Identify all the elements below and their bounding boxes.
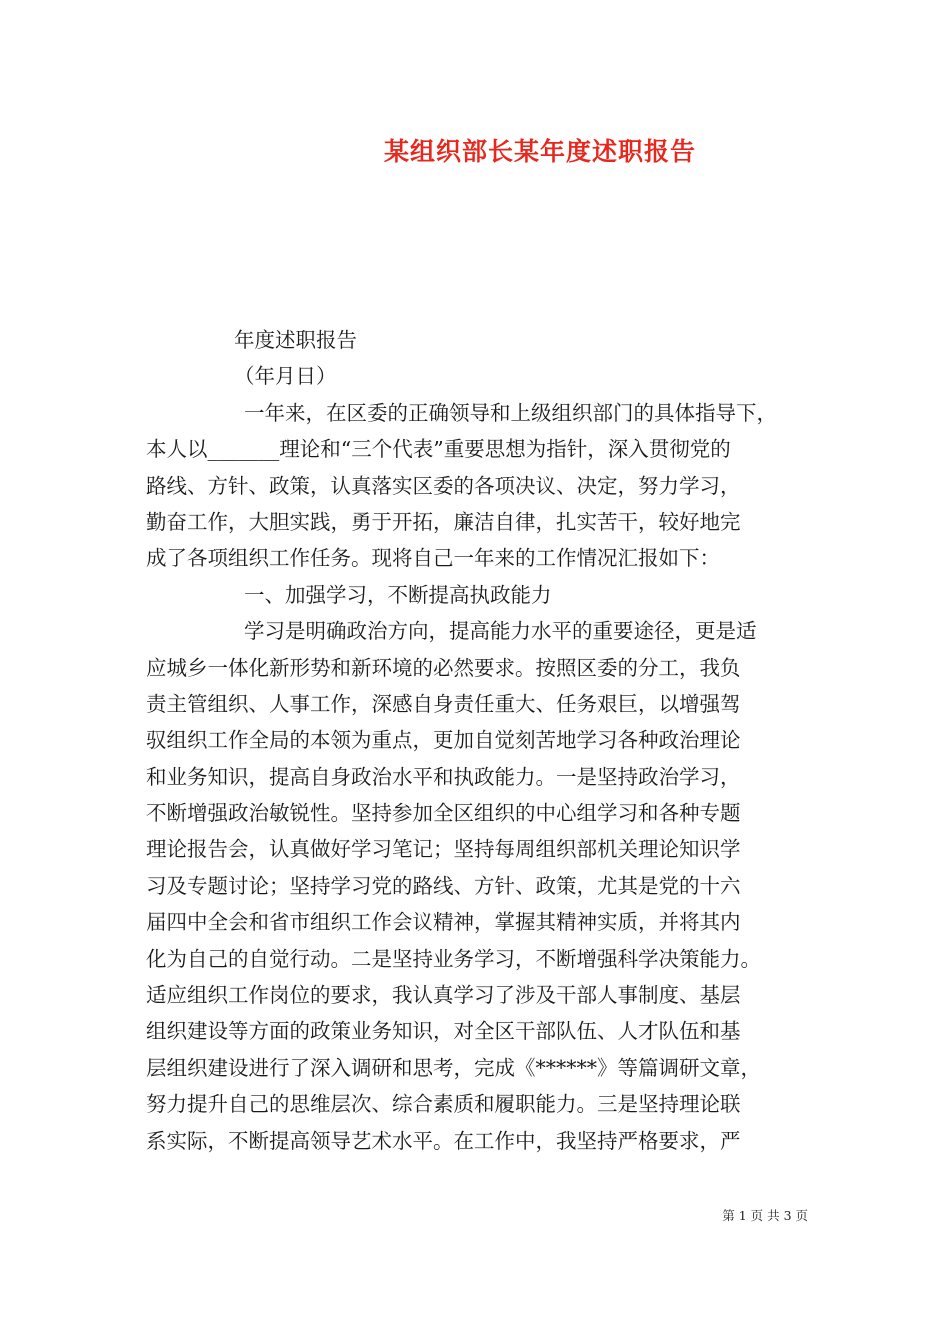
paragraph-line: 理论报告会，认真做好学习笔记；坚持每周组织部机关理论知识学 — [146, 837, 741, 862]
paragraph-line: 应城乡一体化新形势和新环境的必然要求。按照区委的分工，我负 — [146, 655, 741, 680]
paragraph-line: 届四中全会和省市组织工作会议精神，掌握其精神实质，并将其内 — [146, 910, 741, 935]
paragraph-line: 责主管组织、人事工作，深感自身责任重大、任务艰巨，以增强驾 — [146, 691, 741, 716]
paragraph-line: 化为自己的自觉行动。二是坚持业务学习，不断增强科学决策能力。 — [146, 946, 761, 971]
paragraph-line: 驭组织工作全局的本领为重点，更加自觉刻苦地学习各种政治理论 — [146, 728, 741, 753]
paragraph-line: 层组织建设进行了深入调研和思考，完成《******》等篇调研文章， — [146, 1055, 761, 1080]
paragraph-line: 和业务知识，提高自身政治水平和执政能力。一是坚持政治学习， — [146, 764, 741, 789]
paragraph-line: 组织建设等方面的政策业务知识，对全区干部队伍、人才队伍和基 — [146, 1019, 741, 1044]
paragraph-line: 勤奋工作，大胆实践，勇于开拓，廉洁自律，扎实苦干，较好地完 — [146, 509, 741, 534]
paragraph-line: 路线、方针、政策，认真落实区委的各项决议、决定，努力学习， — [146, 473, 741, 498]
report-heading: 年度述职报告 — [234, 328, 357, 352]
paragraph-line: 不断增强政治敏锐性。坚持参加全区组织的中心组学习和各种专题 — [146, 801, 741, 826]
paragraph-line: 学习是明确政治方向，提高能力水平的重要途径，更是适 — [244, 619, 757, 644]
section-heading: 一、加强学习，不断提高执政能力 — [244, 582, 552, 607]
report-date: （年月日） — [234, 364, 337, 389]
document-body — [146, 322, 836, 1159]
document-title: 某组织部长某年度述职报告 — [383, 137, 696, 166]
page-footer: 第 1 页 共 3 页 — [722, 1208, 808, 1223]
paragraph-line: 本人以_______理论和“三个代表”重要思想为指针，深入贯彻党的 — [146, 437, 731, 462]
paragraph-line: 努力提升自己的思维层次、综合素质和履职能力。三是坚持理论联 — [146, 1092, 741, 1117]
paragraph-line: 一年来，在区委的正确领导和上级组织部门的具体指导下， — [244, 400, 777, 425]
paragraph-line: 成了各项组织工作任务。现将自己一年来的工作情况汇报如下： — [146, 546, 720, 571]
paragraph-line: 习及专题讨论；坚持学习党的路线、方针、政策，尤其是党的十六 — [146, 873, 741, 898]
paragraph-line: 系实际，不断提高领导艺术水平。在工作中，我坚持严格要求，严 — [146, 1128, 741, 1153]
paragraph-line: 适应组织工作岗位的要求，我认真学习了涉及干部人事制度、基层 — [146, 983, 741, 1008]
